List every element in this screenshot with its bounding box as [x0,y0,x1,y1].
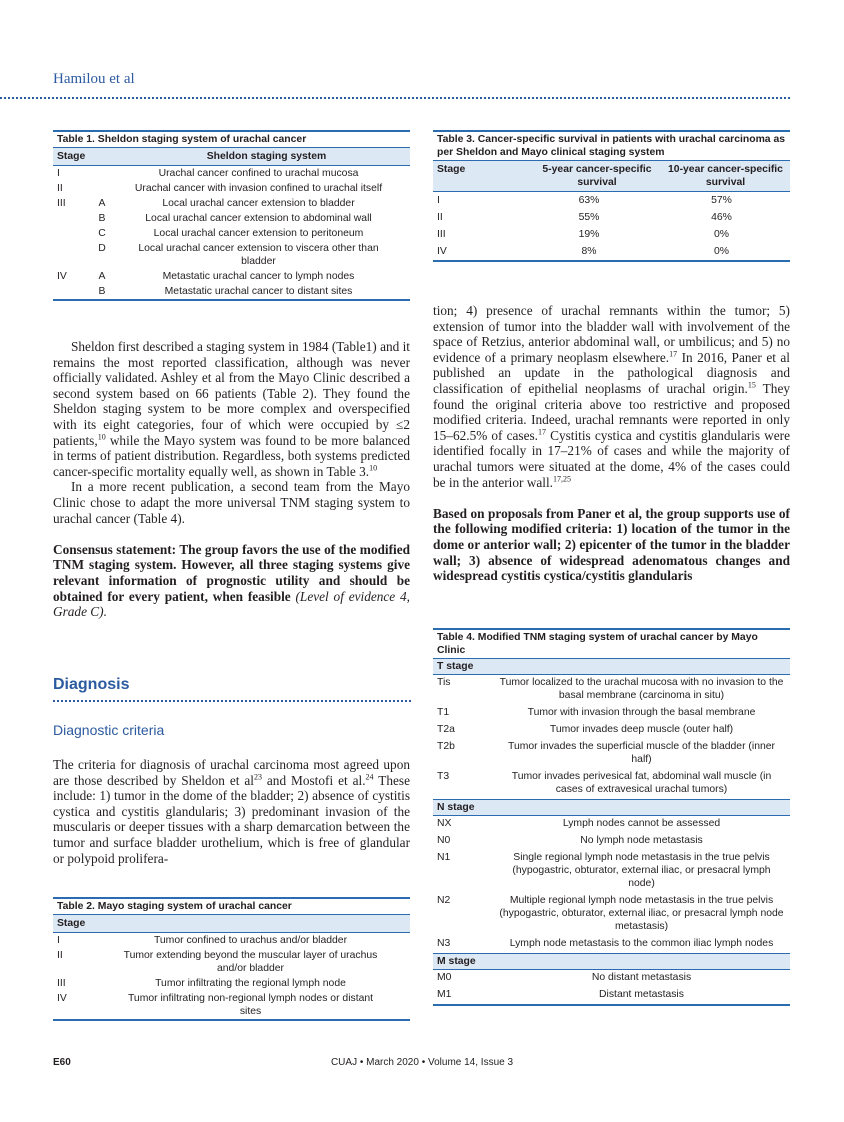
table-3-col-10yr: 10-year cancer-specific survival [668,164,783,188]
table-cell-substage [81,166,123,181]
table-row [433,226,790,243]
table-row [433,833,790,848]
table-row [433,243,790,260]
paragraph-tnm: In a more recent publication, a second team from the Mayo Clinic chose to adapt the more universal TNM staging system to urachal cancer (Table 4). [53,479,410,526]
table-cell-description: Tumor invades perivesical fat, abdominal wall muscle (in cases of extravesical urachal tumors) [511,771,772,795]
paragraph-sheldon: Sheldon first described a staging system in 1984 (Table1) and it remains the most reported classification, although was never officially validated. Ashley et al from the Mayo Clinic described a second system based on 66 patients (Table 2). They found the Sheldon staging system to be more complex and overspecified with its eight categories, four of which were occupied by ≤2 patients,$^{10}$ while the Mayo system was found to be more balanced in terms of patient distribution. Regardless, both systems predicted cancer-specific mortality equally well, as shown in Table 3.10 [53,339,410,479]
table-section-header: T stage [433,658,790,675]
table-cell-10yr: 0% [713,246,730,257]
table-cell-stage: II [57,183,63,194]
table-cell-description: No distant metastasis [591,972,692,983]
table-cell-stage: III [437,229,446,240]
table-cell-description: Metastatic urachal cancer to lymph nodes [162,271,355,282]
paragraph-modified-criteria: Based on proposals from Paner et al, the group supports use of the following modified criteria: 1) location of the tumor in the dome or anterior wall; 2) epicenter of the tumor in the bladder wall; 3) absence of widespread adenomatous changes and widespread cystitis cystica/cystitis glandularis [433,505,790,584]
table-3-caption: Table 3. Cancer-specific survival in patients with urachal carcinoma as per Sheldon and Mayo clinical staging system [437,134,786,158]
table-row [53,241,410,269]
consensus-statement: Consensus statement: The group favors the use of the modified TNM staging system. However, all three staging systems give relevant information of prognostic utility and should be obtained for every patient, when feasible (Level of evidence 4, Grade C). [53,541,410,620]
table-row [53,976,410,991]
table-cell-5yr: 63% [578,195,600,206]
table-cell-5yr: 8% [581,246,597,257]
table-1-body [53,166,410,299]
table-2-header [53,914,410,933]
table-cell-stage: III [57,978,66,989]
table-cell-description: Distant metastasis [599,989,684,1000]
table-cell-stage: II [437,212,443,223]
table-cell-code: N1 [437,852,451,863]
table-cell-code: T2b [437,741,455,752]
table-cell-description: Lymph node metastasis to the common iliac lymph nodes [509,938,774,949]
table-cell-description: Tumor infiltrating the regional lymph node [155,978,346,989]
table-cell-description: Tumor localized to the urachal mucosa with no invasion to the basal membrane (carcinoma in situ) [499,677,784,701]
table-cell-description: Single regional lymph node metastasis in the true pelvis (hypogastric, obturator, external iliac, or presacral lymph node) [512,852,771,889]
table-row [433,722,790,737]
table-cell-stage [53,226,81,241]
running-head: Hamilou et al [53,71,135,87]
table-row [433,816,790,831]
table-cell-description: Tumor with invasion through the basal membrane [527,707,756,718]
table-row [433,192,790,209]
table-cell-stage [53,284,81,299]
table-cell-stage [53,241,81,269]
table-row [53,933,410,948]
table-row [433,987,790,1002]
table-2 [53,897,410,1021]
table-cell-description: Tumor invades the superficial muscle of the bladder (inner half) [507,741,776,765]
table-row [53,269,410,284]
table-cell-code: M0 [437,972,452,983]
table-cell-description: Local urachal cancer extension to abdominal wall [145,213,372,224]
table-1-header [53,147,410,166]
table-4-body [433,658,790,1002]
table-cell-5yr: 19% [578,229,600,240]
table-cell-description: Local urachal cancer extension to peritoneum [153,228,364,239]
table-row [433,705,790,720]
table-cell-substage: D [98,243,106,254]
table-cell-code: Tis [437,677,451,688]
table-cell-stage: I [437,195,440,206]
table-cell-stage: I [57,168,60,179]
table-1-col-stage: Stage [57,151,86,162]
table-cell-5yr: 55% [578,212,600,223]
table-cell-stage: II [57,950,63,961]
table-cell-substage: A [98,198,106,209]
table-cell-description: Lymph nodes cannot be assessed [562,818,721,829]
table-row [53,181,410,196]
journal-footer: CUAJ • March 2020 • Volume 14, Issue 3 [330,1057,514,1068]
table-cell-stage: III [57,198,66,209]
table-cell-substage: A [98,271,106,282]
page-number: E60 [53,1057,71,1068]
table-row [433,209,790,226]
table-cell-stage: IV [437,246,447,257]
table-cell-description: Local urachal cancer extension to viscera other than bladder [138,243,379,267]
table-cell-description: Urachal cancer confined to urachal mucosa [158,168,359,179]
table-cell-code: T2a [437,724,455,735]
header-rule [0,97,790,99]
table-row [433,850,790,891]
paragraph-criteria-cont: tion; 4) presence of urachal remnants within the tumor; 5) extension of tumor into the bladder wall with involvement of the space of Retzius, anterior abdominal wall, or umbilicus; and 5) no evidence of a primary neoplasm elsewhere.$^{17}$ In 2016, Paner et al published an update in the pathological diagnosis and classification of epithelial neoplasms of urachal origin.$^{15}$ They found the original criteria above too restrictive and proposed modified criteria. Indeed, urachal remnants were reported in only 15–62.5% of cases.$^{17}$ Cystitis cystica and cystitis glandularis were identified focally in 17–21% of cases and while the majority of urachal tumors were situated at the dome, 4% of the cases could be in the anterior wall.$^{17,25}$ [433,303,791,490]
table-cell-substage: B [98,286,106,297]
table-3-header [433,160,790,192]
table-3-col-5yr: 5-year cancer-specific survival [542,164,652,188]
table-row [433,739,790,767]
table-section-header: N stage [433,799,790,816]
table-row [53,166,410,181]
section-heading-diagnosis: Diagnosis [53,676,130,693]
table-cell-10yr: 57% [711,195,732,206]
table-cell-stage: IV [57,271,67,282]
table-row [433,893,790,934]
section-rule [53,700,411,702]
table-row [433,970,790,985]
table-cell-description: Tumor infiltrating non-regional lymph nodes or distant sites [127,993,374,1017]
subheading-diagnostic-criteria: Diagnostic criteria [53,722,165,738]
table-row [53,991,410,1019]
table-3 [433,130,790,262]
table-cell-10yr: 0% [713,229,730,240]
table-cell-description: Urachal cancer with invasion confined to urachal itself [134,183,383,194]
table-cell-code: T3 [437,771,450,782]
table-row [433,936,790,951]
table-cell-stage: IV [57,993,67,1004]
table-4 [433,628,790,1006]
table-section-header: M stage [433,953,790,970]
paragraph-criteria: The criteria for diagnosis of urachal carcinoma most agreed upon are those described by Sheldon et $al^{23}$ and Mostofi et al.$^{24}$ These include: 1) tumor in the dome of the bladder; 2) absence of cystitis cystica and cystitis glandularis; 3) predominant invasion of the muscularis or deeper tissues with a sharp demarcation between the tumor and surface bladder urothelium, which is free of glandular or polypoid prolifera- [53,757,410,866]
right-text-block [433,303,790,584]
table-row [53,226,410,241]
table-cell-description: Tumor invades deep muscle (outer half) [549,724,734,735]
table-cell-stage [53,211,81,226]
table-cell-description: Multiple regional lymph node metastasis in the true pelvis (hypogastric, obturator, external iliac, or presacral lymph node metastasis) [499,895,784,932]
table-row [53,948,410,976]
table-cell-code: N3 [437,938,451,949]
table-cell-substage: C [98,228,106,239]
table-row [53,284,410,299]
table-3-body [433,192,790,260]
table-cell-description: Metastatic urachal cancer to distant sites [164,286,353,297]
table-cell-substage: B [98,213,106,224]
table-4-caption: Table 4. Modified TNM staging system of urachal cancer by Mayo Clinic [437,632,758,656]
table-cell-code: T1 [437,707,450,718]
table-2-caption: Table 2. Mayo staging system of urachal cancer [57,901,292,912]
table-cell-10yr: 46% [711,212,732,223]
table-cell-code: M1 [437,989,452,1000]
table-cell-description: Local urachal cancer extension to bladder [162,198,355,209]
table-2-body [53,933,410,1019]
table-cell-description: Tumor extending beyond the muscular layer of urachus and/or bladder [123,950,378,974]
table-row [433,769,790,797]
table-1-caption: Table 1. Sheldon staging system of urachal cancer [57,134,307,145]
left-text-block [53,339,410,620]
table-cell-code: NX [437,818,452,829]
table-cell-description: Tumor confined to urachus and/or bladder [153,935,348,946]
table-1-col-system: Sheldon staging system [206,151,327,162]
table-cell-stage: I [57,935,60,946]
table-cell-description: No lymph node metastasis [580,835,703,846]
table-row [433,675,790,703]
table-cell-code: N2 [437,895,451,906]
table-3-col-stage: Stage [437,164,466,175]
table-cell-code: N0 [437,835,451,846]
table-cell-substage [81,181,123,196]
table-2-col-stage: Stage [57,918,86,929]
table-1 [53,130,410,301]
table-row [53,211,410,226]
table-row [53,196,410,211]
